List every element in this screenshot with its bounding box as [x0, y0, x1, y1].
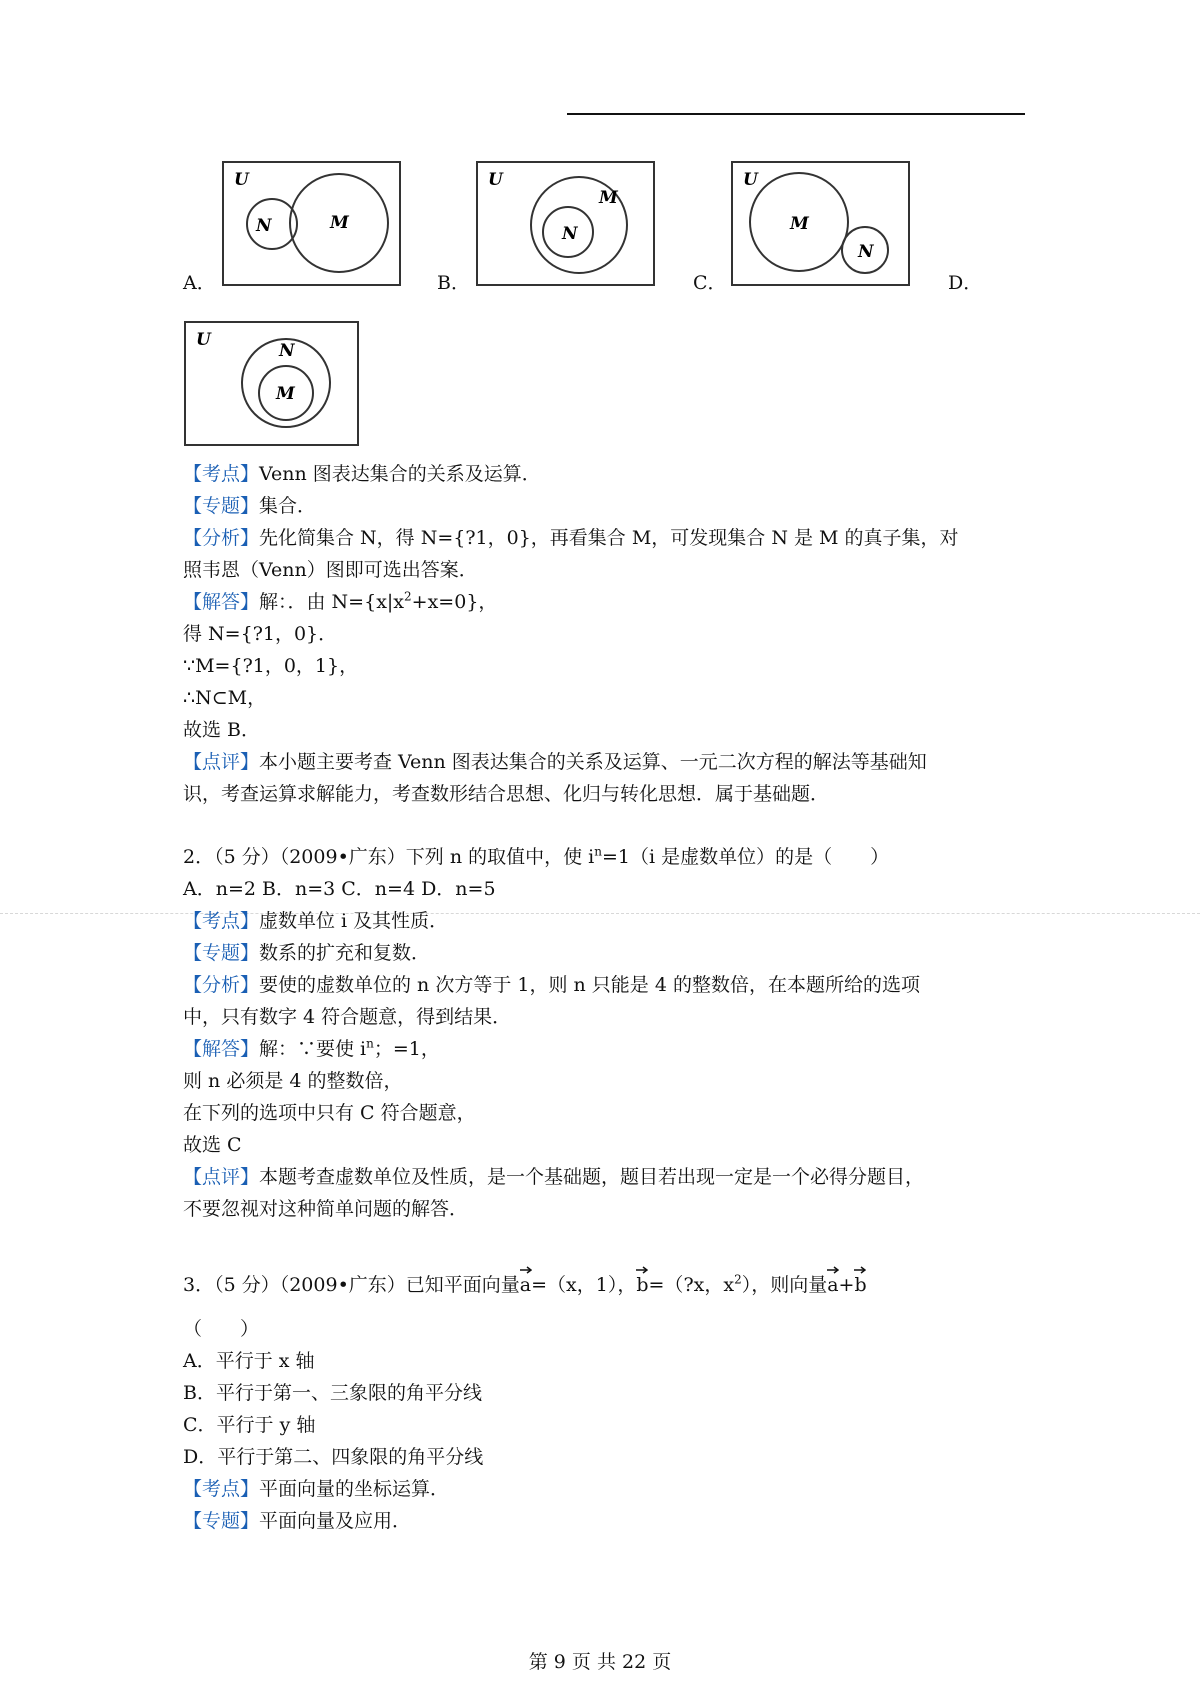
q1-jieda-line5: 故选 B．: [183, 719, 261, 741]
q1-kaodian: 【考点】Venn 图表达集合的关系及运算．: [183, 463, 541, 485]
q1-dianping-cont: 识，考查运算求解能力，考查数形结合思想、化归与转化思想．属于基础题．: [183, 783, 830, 805]
q3-stem: 3．（5 分）（2009•广东）已知平面向量 a=（x，1）， b=（?x，$x^2$），则向量 a+ b: [183, 1272, 867, 1298]
q1-jieda-line3: ∵M={?1，0，1}，: [183, 655, 359, 677]
venn-m-label: M: [330, 213, 349, 233]
venn-u-label: U: [234, 170, 249, 190]
q1-fenxi-cont: 照韦恩（Venn）图即可选出答案．: [183, 559, 478, 581]
vector-a: a: [520, 1272, 531, 1298]
option-a-label: A．: [183, 272, 216, 294]
venn-m-label: M: [599, 188, 618, 208]
page-divider: [0, 913, 1200, 914]
q3-option-b: B．平行于第一、三象限的角平分线: [183, 1382, 482, 1404]
q1-fenxi: 【分析】先化简集合 N，得 N={?1，0}，再看集合 M，可发现集合 N 是 M 的真子集，对: [183, 527, 959, 549]
q3-option-a: A．平行于 x 轴: [183, 1350, 315, 1372]
venn-diagram-a: [222, 161, 402, 287]
venn-u-label: U: [743, 170, 758, 190]
q2-jieda: 【解答】解：∵要使 $i^n$；=1，: [183, 1036, 440, 1060]
q2-options: A．n=2 B．n=3 C．n=4 D．n=5: [183, 878, 496, 900]
missing-glyph: ?: [465, 527, 476, 549]
q3-zhuanti: 【专题】平面向量及应用．: [183, 1510, 412, 1532]
q3-option-c: C．平行于 y 轴: [183, 1414, 316, 1436]
q2-stem: 2．（5 分）（2009•广东）下列 n 的取值中，使 $i^n=1(i$ 是虚数单位）的是（ ）: [183, 844, 890, 868]
venn-n-label: N: [562, 224, 578, 244]
venn-n-label: N: [256, 216, 272, 236]
q2-zhuanti: 【专题】数系的扩充和复数．: [183, 942, 431, 964]
venn-n-label: N: [279, 341, 295, 361]
venn-n-label: N: [858, 242, 874, 262]
vector-arrow-icon: [827, 1266, 839, 1274]
venn-diagram-b: [476, 161, 656, 287]
q3-paren: （ ）: [183, 1318, 260, 1340]
q1-jieda-line2: 得 N={?1，0}．: [183, 623, 338, 645]
vector-arrow-icon: [520, 1266, 532, 1274]
q1-jieda: 【解答】解：．由 $N=\{x|x^2+x=0\}$，: [183, 589, 498, 613]
vector-arrow-icon: [854, 1266, 866, 1274]
page-footer: 第 9 页 共 22 页: [528, 1651, 672, 1673]
q2-kaodian: 【考点】虚数单位 i 及其性质．: [183, 910, 449, 932]
q2-fenxi: 【分析】要使的虚数单位的 n 次方等于 1，则 n 只能是 4 的整数倍，在本题所给的选项: [183, 974, 920, 996]
missing-glyph: ?: [242, 655, 253, 677]
missing-glyph: ?: [252, 623, 263, 645]
missing-glyph: ?: [683, 1274, 694, 1296]
q1-zhuanti: 【专题】集合．: [183, 495, 317, 517]
venn-u-label: U: [196, 330, 211, 350]
q1-jieda-line4: ∴N⊂M，: [183, 687, 267, 709]
q2-jieda-line4: 故选 C: [183, 1134, 242, 1156]
vector-arrow-icon: [636, 1266, 648, 1274]
q2-fenxi-cont: 中，只有数字 4 符合题意，得到结果．: [183, 1006, 512, 1028]
q1-dianping: 【点评】本小题主要考查 Venn 图表达集合的关系及运算、一元二次方程的解法等基础知: [183, 751, 927, 773]
option-c-label: C．: [693, 272, 727, 294]
q2-jieda-line3: 在下列的选项中只有 C 符合题意，: [183, 1102, 476, 1124]
vector-b: b: [854, 1272, 866, 1298]
q3-kaodian: 【考点】平面向量的坐标运算．: [183, 1478, 450, 1500]
option-b-label: B．: [437, 272, 470, 294]
vector-a: a: [827, 1272, 838, 1298]
venn-diagram-d: [184, 321, 360, 447]
venn-m-label: M: [790, 214, 809, 234]
option-d-label: D．: [948, 272, 983, 294]
q2-jieda-line2: 则 n 必须是 4 的整数倍，: [183, 1070, 403, 1092]
header-rule: [567, 113, 1025, 115]
venn-m-label: M: [276, 384, 295, 404]
venn-diagram-c: [731, 161, 911, 287]
vector-b: b: [636, 1272, 648, 1298]
venn-u-label: U: [488, 170, 503, 190]
q2-dianping: 【点评】本题考查虚数单位及性质，是一个基础题，题目若出现一定是一个必得分题目，: [183, 1166, 925, 1188]
q2-dianping-cont: 不要忽视对这种简单问题的解答．: [183, 1198, 469, 1220]
q3-option-d: D．平行于第二、四象限的角平分线: [183, 1446, 484, 1468]
